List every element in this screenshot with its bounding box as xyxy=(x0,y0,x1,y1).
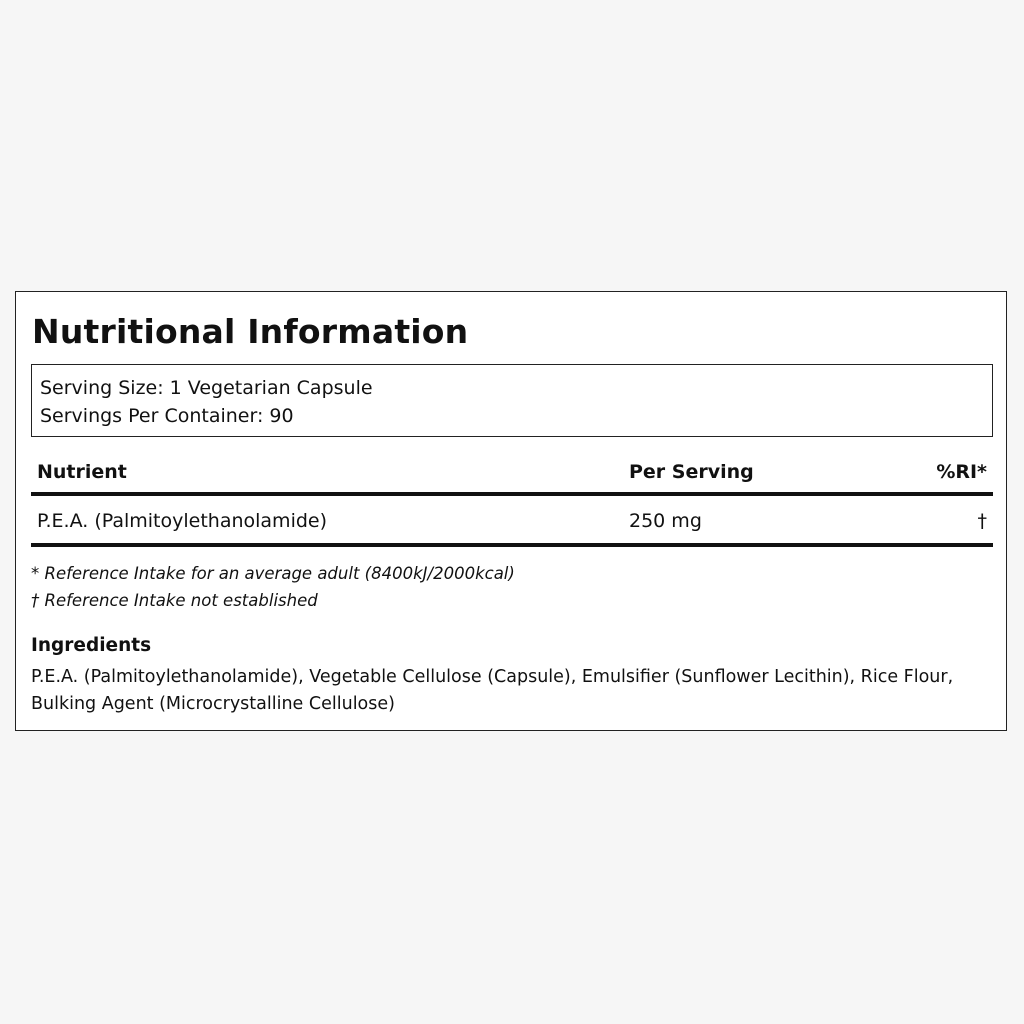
ingredients-title: Ingredients xyxy=(31,635,152,656)
table-bottom-divider xyxy=(31,543,993,547)
nutrition-panel xyxy=(15,291,1007,731)
header-nutrient: Nutrient xyxy=(37,461,127,483)
serving-info-box xyxy=(31,364,993,437)
table-row xyxy=(31,496,993,543)
ingredients-line-2: Bulking Agent (Microcrystalline Cellulose) xyxy=(31,694,395,714)
ingredients-text xyxy=(31,664,986,718)
row-ri: † xyxy=(977,510,987,532)
table-header-row xyxy=(31,452,993,492)
footnote-dagger: † Reference Intake not established xyxy=(31,591,318,610)
nutrient-table xyxy=(31,452,993,547)
servings-per-container: Servings Per Container: 90 xyxy=(40,405,294,427)
row-per-serving: 250 mg xyxy=(629,510,702,532)
serving-size: Serving Size: 1 Vegetarian Capsule xyxy=(40,377,373,399)
header-per-serving: Per Serving xyxy=(629,461,754,483)
footnote-ri: * Reference Intake for an average adult (8400kJ/2000kcal) xyxy=(31,564,515,583)
row-nutrient: P.E.A. (Palmitoylethanolamide) xyxy=(37,510,328,532)
header-ri: %RI* xyxy=(936,461,987,483)
footnotes xyxy=(31,560,515,614)
panel-title: Nutritional Information xyxy=(32,312,469,351)
ingredients-line-1: P.E.A. (Palmitoylethanolamide), Vegetable Cellulose (Capsule), Emulsifier (Sunflower Lecithin), Rice Flour, xyxy=(31,667,954,687)
